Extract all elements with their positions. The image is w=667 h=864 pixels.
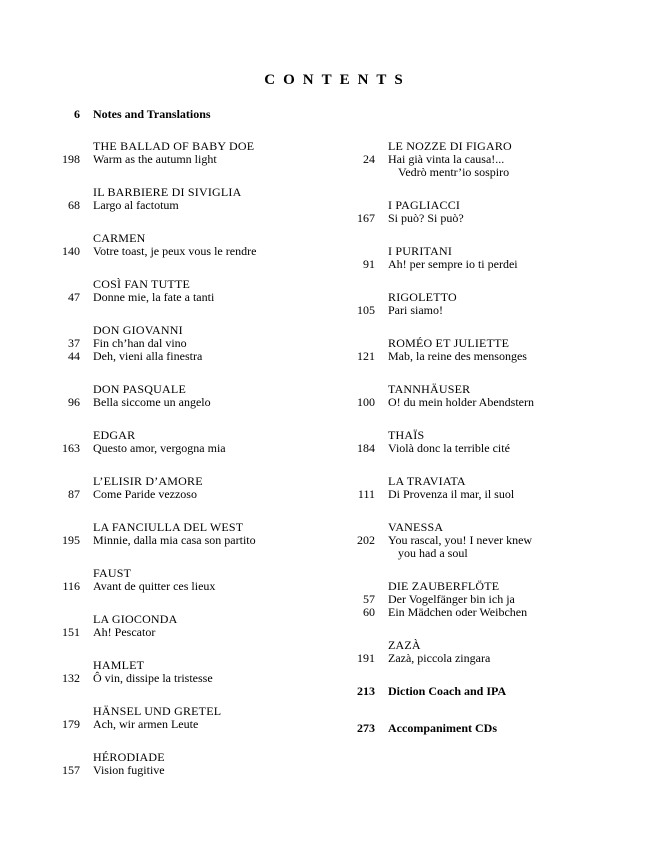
opera-title: HÉRODIADE (93, 750, 165, 764)
opera-title: LE NOZZE DI FIGARO (388, 139, 512, 153)
aria-title: Violà donc la terrible cité (388, 441, 510, 455)
page-number: 87 (68, 487, 80, 501)
page-number: 6 (74, 107, 80, 121)
aria-row (331, 212, 667, 225)
contents-column-right (331, 140, 667, 797)
back-matter-label: Diction Coach and IPA (388, 684, 507, 698)
page-number: 184 (357, 441, 375, 455)
contents-entry (331, 245, 667, 271)
opera-title: RIGOLETTO (388, 290, 457, 304)
contents-entry (331, 521, 667, 560)
aria-row (36, 153, 331, 166)
opera-title: LA FANCIULLA DEL WEST (93, 520, 244, 534)
page-number: 121 (357, 349, 375, 363)
contents-entry (331, 475, 667, 501)
aria-title: Ach, wir armen Leute (93, 717, 199, 731)
page-number: 198 (62, 152, 80, 166)
page-number: 111 (357, 487, 375, 501)
aria-row (331, 488, 667, 501)
page-number: 24 (363, 152, 375, 166)
contents-entry (36, 232, 331, 258)
opera-title-row (36, 751, 331, 764)
opera-title: HÄNSEL UND GRETEL (93, 704, 222, 718)
opera-title: THE BALLAD OF BABY DOE (93, 139, 255, 153)
aria-row (36, 396, 331, 409)
aria-title: Largo al factotum (93, 198, 179, 212)
opera-title: COSÌ FAN TUTTE (93, 277, 191, 291)
aria-row (36, 199, 331, 212)
contents-entry (331, 337, 667, 363)
contents-entry (36, 383, 331, 409)
aria-row (36, 488, 331, 501)
opera-title: DIE ZAUBERFLÖTE (388, 579, 500, 593)
aria-title: Donne mie, la fate a tanti (93, 290, 215, 304)
aria-title: Ah! per sempre io ti perdei (388, 257, 518, 271)
page-number: 105 (357, 303, 375, 317)
aria-title: Der Vogelfänger bin ich ja (388, 592, 515, 606)
aria-title: Fin ch’han dal vino (93, 336, 187, 350)
opera-title: LA GIOCONDA (93, 612, 178, 626)
back-matter (331, 685, 667, 735)
page-number: 60 (363, 605, 375, 619)
aria-title: Di Provenza il mar, il suol (388, 487, 515, 501)
back-matter-label: Accompaniment CDs (388, 721, 497, 735)
page-number: 167 (357, 211, 375, 225)
contents-columns (0, 140, 667, 797)
contents-entry (36, 705, 331, 731)
opera-title-row (36, 186, 331, 199)
contents-entry (36, 475, 331, 501)
aria-row (331, 547, 667, 560)
aria-row (36, 672, 331, 685)
contents-entry (36, 140, 331, 166)
aria-row (36, 718, 331, 731)
aria-title: Ein Mädchen oder Weibchen (388, 605, 528, 619)
page-number: 151 (62, 625, 80, 639)
aria-row (36, 534, 331, 547)
aria-row (331, 304, 667, 317)
aria-row (331, 350, 667, 363)
contents-entry (331, 140, 667, 179)
contents-entry (331, 199, 667, 225)
opera-title: FAUST (93, 566, 132, 580)
aria-row (331, 606, 667, 619)
back-matter-row (331, 685, 667, 698)
opera-title: DON PASQUALE (93, 382, 186, 396)
front-matter-row (0, 108, 667, 121)
page-number: 273 (357, 721, 375, 735)
aria-row (331, 396, 667, 409)
contents-entry (36, 186, 331, 212)
page-title: CONTENTS (264, 72, 411, 88)
page-number: 96 (68, 395, 80, 409)
opera-title: I PAGLIACCI (388, 198, 461, 212)
aria-title: Si può? Si può? (388, 211, 464, 225)
aria-title: Zazà, piccola zingara (388, 651, 491, 665)
page-number: 191 (357, 651, 375, 665)
contents-entry (331, 580, 667, 619)
opera-title: EDGAR (93, 428, 136, 442)
opera-title-row (331, 291, 667, 304)
opera-title: VANESSA (388, 520, 444, 534)
opera-title-row (331, 199, 667, 212)
contents-entry (36, 429, 331, 455)
page-number: 179 (62, 717, 80, 731)
opera-title: ZAZÀ (388, 638, 421, 652)
page-number: 57 (363, 592, 375, 606)
aria-title: Hai già vinta la causa!... (388, 152, 505, 166)
page-number: 163 (62, 441, 80, 455)
page-number: 157 (62, 763, 80, 777)
opera-title: THAÏS (388, 428, 425, 442)
opera-title-row (331, 639, 667, 652)
page-number: 213 (357, 684, 375, 698)
opera-title: HAMLET (93, 658, 145, 672)
aria-title: Questo amor, vergogna mia (93, 441, 226, 455)
aria-title: Come Paride vezzoso (93, 487, 197, 501)
page-number: 44 (68, 349, 80, 363)
aria-row (36, 291, 331, 304)
contents-entry (36, 567, 331, 593)
aria-title: Bella siccome un angelo (93, 395, 211, 409)
contents-entry (36, 751, 331, 777)
page-number: 195 (62, 533, 80, 547)
aria-title: Avant de quitter ces lieux (93, 579, 216, 593)
opera-title-row (36, 613, 331, 626)
contents-entry (36, 324, 331, 363)
aria-row (331, 442, 667, 455)
back-matter-row (331, 722, 667, 735)
aria-row (36, 626, 331, 639)
page-number: 68 (68, 198, 80, 212)
aria-title: Ah! Pescator (93, 625, 156, 639)
opera-title: IL BARBIERE DI SIVIGLIA (93, 185, 242, 199)
aria-title: O! du mein holder Abendstern (388, 395, 534, 409)
page-number: 100 (357, 395, 375, 409)
page-number: 37 (68, 336, 80, 350)
page-number: 91 (363, 257, 375, 271)
contents-entry (36, 521, 331, 547)
aria-row (331, 534, 667, 547)
aria-title: Ô vin, dissipe la tristesse (93, 671, 213, 685)
aria-row (331, 166, 667, 179)
contents-entry (331, 429, 667, 455)
aria-title: Vedrò mentr’io sospiro (398, 165, 510, 179)
contents-column-left (36, 140, 331, 797)
aria-row (36, 580, 331, 593)
opera-title: L’ELISIR D’AMORE (93, 474, 203, 488)
aria-row (331, 258, 667, 271)
page-number: 202 (357, 533, 375, 547)
front-matter-label: Notes and Translations (93, 107, 211, 121)
contents-entry (331, 383, 667, 409)
page-number: 132 (62, 671, 80, 685)
aria-row (331, 652, 667, 665)
contents-entry (331, 291, 667, 317)
aria-title: Vision fugitive (93, 763, 165, 777)
page-number: 116 (62, 579, 80, 593)
contents-entry (331, 639, 667, 665)
aria-title: Deh, vieni alla finestra (93, 349, 203, 363)
aria-title: You rascal, you! I never knew (388, 533, 533, 547)
aria-title: you had a soul (398, 546, 468, 560)
opera-title: LA TRAVIATA (388, 474, 466, 488)
aria-title: Warm as the autumn light (93, 152, 217, 166)
aria-title: Pari siamo! (388, 303, 443, 317)
opera-title: ROMÉO ET JULIETTE (388, 336, 510, 350)
aria-row (36, 764, 331, 777)
aria-row (36, 350, 331, 363)
aria-title: Mab, la reine des mensonges (388, 349, 527, 363)
contents-entry (36, 659, 331, 685)
page-number: 47 (68, 290, 80, 304)
aria-row (36, 442, 331, 455)
contents-entry (36, 278, 331, 304)
opera-title: TANNHÄUSER (388, 382, 471, 396)
page-number: 140 (62, 244, 80, 258)
opera-title: CARMEN (93, 231, 146, 245)
aria-row (36, 245, 331, 258)
aria-title: Votre toast, je peux vous le rendre (93, 244, 257, 258)
opera-title: I PURITANI (388, 244, 453, 258)
aria-title: Minnie, dalla mia casa son partito (93, 533, 256, 547)
opera-title: DON GIOVANNI (93, 323, 183, 337)
contents-entry (36, 613, 331, 639)
